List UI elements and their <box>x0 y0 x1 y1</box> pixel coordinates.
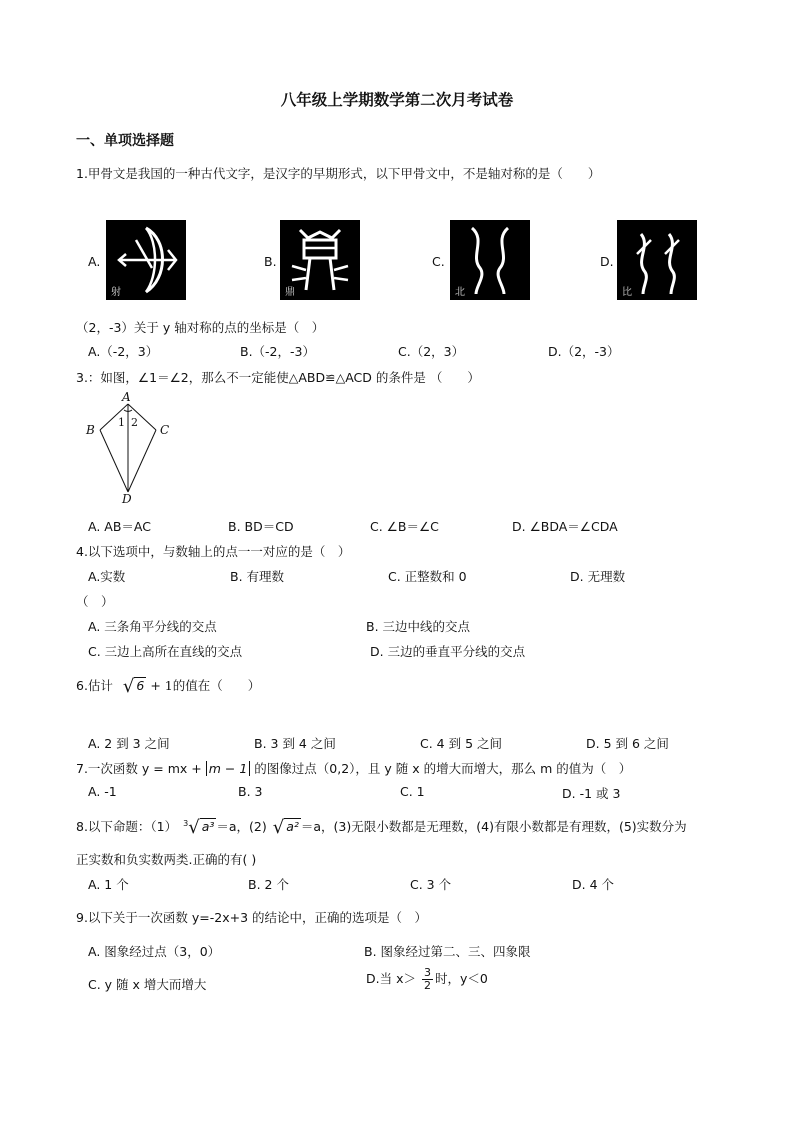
cube-root-expression <box>181 817 216 838</box>
q3-option-a: A. AB＝AC <box>88 519 151 534</box>
q8-option-b: B. 2 个 <box>248 877 289 892</box>
q6-radicand: 6 <box>136 678 145 693</box>
section-heading: 一、单项选择题 <box>76 133 174 149</box>
radical-sign-icon: √ <box>188 817 200 838</box>
q4-option-c: C. 正整数和 0 <box>388 569 467 584</box>
q6-prefix: 6.估计 <box>76 678 113 693</box>
q2-option-a: A.（-2，3） <box>88 344 159 359</box>
q6-option-b: B. 3 到 4 之间 <box>254 736 336 751</box>
q8-cube-index: 3 <box>183 818 189 828</box>
vertex-c-label: C <box>160 423 170 437</box>
question-1-stem: 1.甲骨文是我国的一种古代文字，是汉字的早期形式，以下甲骨文中，不是轴对称的是（ ） <box>76 166 601 181</box>
q1-option-d-caption: 比 <box>622 287 632 298</box>
q3-option-b: B. BD＝CD <box>228 519 294 534</box>
question-4-stem: 4.以下选项中，与数轴上的点一一对应的是（ ） <box>76 544 351 559</box>
q2-option-c: C.（2，3） <box>398 344 465 359</box>
fraction-three-halves <box>422 967 433 992</box>
q6-option-d: D. 5 到 6 之间 <box>586 736 669 751</box>
question-7-stem <box>76 759 631 777</box>
q8-mid1: ＝a，(2) <box>216 819 267 834</box>
q1-option-b-caption: 鼎 <box>285 287 295 298</box>
q8-suffix: ＝a，(3)无限小数都是无理数，(4)有限小数都是有理数，(5)实数分为 <box>300 819 687 834</box>
q9-option-d <box>366 967 488 992</box>
q4-option-b: B. 有理数 <box>230 569 285 584</box>
q8-option-c: C. 3 个 <box>410 877 452 892</box>
q4-option-d: D. 无理数 <box>570 569 626 584</box>
q3-option-d: D. ∠BDA＝∠CDA <box>512 519 618 534</box>
q6-suffix: 的值在（ ） <box>172 678 261 693</box>
q8-option-d: D. 4 个 <box>572 877 614 892</box>
q7-prefix: 7.一次函数 y = mx + <box>76 761 202 776</box>
question-5-stem: （ ） <box>76 594 114 609</box>
q7-absolute-value: m − 1 <box>206 761 251 776</box>
question-3-stem: 3.：如图，∠1＝∠2，那么不一定能使△ABD≌△ACD 的条件是 （ ） <box>76 370 480 385</box>
q8-sq-radicand: a² <box>286 819 299 834</box>
q9-option-d-suffix: 时，y＜0 <box>434 971 488 986</box>
q8-prefix: 8.以下命题：（1） <box>76 819 178 834</box>
q8-option-a: A. 1 个 <box>88 877 129 892</box>
sqrt6-expression <box>121 676 146 697</box>
q1-option-a-label: A. <box>88 254 101 269</box>
angle-1-label: 1 <box>118 416 125 429</box>
angle-2-label: 2 <box>131 416 138 429</box>
square-root-expression <box>271 817 301 838</box>
q7-option-a: A. -1 <box>88 784 117 799</box>
question-8-line2: 正实数和负实数两类.正确的有( ) <box>76 852 257 867</box>
q3-option-c: C. ∠B＝∠C <box>370 519 439 534</box>
q7-option-c: C. 1 <box>400 784 425 799</box>
q7-option-d: D. -1 或 3 <box>562 786 621 801</box>
q9-option-d-prefix: D.当 x＞ <box>366 971 416 986</box>
q5-option-b: B. 三边中线的交点 <box>366 619 471 634</box>
q8-cube-radicand: a³ <box>201 819 215 834</box>
q9-option-c: C. y 随 x 增大而增大 <box>88 977 207 992</box>
q6-plus: + 1 <box>150 678 173 693</box>
question-9-stem: 9.以下关于一次函数 y=-2x+3 的结论中，正确的选项是（ ） <box>76 910 428 925</box>
q6-option-c: C. 4 到 5 之间 <box>420 736 503 751</box>
q2-option-d: D.（2，-3） <box>548 344 620 359</box>
q7-suffix: 的图像过点（0,2），且 y 随 x 的增大而增大，那么 m 的值为（ ） <box>254 761 632 776</box>
q1-option-c-label: C. <box>432 254 445 269</box>
question-6-stem <box>76 676 260 697</box>
q4-option-a: A.实数 <box>88 569 126 584</box>
fraction-numerator: 3 <box>423 966 431 979</box>
oracle-glyph-bi-image <box>617 220 697 300</box>
radical-sign-icon: √ <box>272 817 285 838</box>
q7-option-b: B. 3 <box>238 784 263 799</box>
oracle-glyph-bei-image <box>450 220 530 300</box>
q2-option-b: B.（-2，-3） <box>240 344 315 359</box>
page-title: 八年级上学期数学第二次月考试卷 <box>280 91 514 109</box>
question-2-stem: （2，-3）关于 y 轴对称的点的坐标是（ ） <box>76 320 325 335</box>
kite-figure <box>84 392 184 510</box>
vertex-a-label: A <box>122 390 131 404</box>
radical-sign-icon: √ <box>122 676 135 697</box>
q1-option-a-caption: 射 <box>111 287 121 298</box>
q1-option-d-label: D. <box>600 254 614 269</box>
question-8-stem <box>76 817 687 838</box>
oracle-glyph-ding-image <box>280 220 360 300</box>
q5-option-d: D. 三边的垂直平分线的交点 <box>370 644 526 659</box>
vertex-d-label: D <box>122 492 132 506</box>
q1-option-b-label: B. <box>264 254 277 269</box>
q9-option-a: A. 图象经过点（3，0） <box>88 944 221 959</box>
q1-option-c-caption: 北 <box>455 287 465 298</box>
q5-option-a: A. 三条角平分线的交点 <box>88 619 217 634</box>
vertex-b-label: B <box>86 423 95 437</box>
q5-option-c: C. 三边上高所在直线的交点 <box>88 644 243 659</box>
fraction-denominator: 2 <box>423 979 431 992</box>
oracle-glyph-she-image <box>106 220 186 300</box>
q6-option-a: A. 2 到 3 之间 <box>88 736 170 751</box>
q9-option-b: B. 图象经过第二、三、四象限 <box>364 944 531 959</box>
